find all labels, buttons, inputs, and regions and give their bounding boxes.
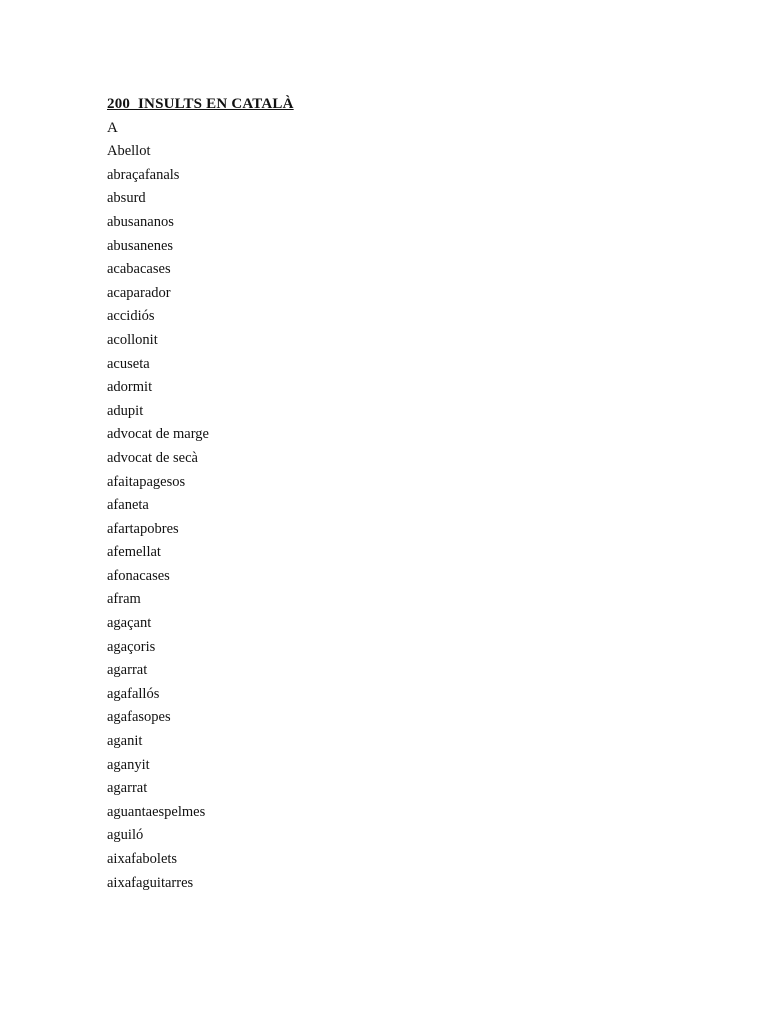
word-list-item: agaçant: [107, 615, 152, 632]
word-list-item: aganyit: [107, 756, 150, 773]
document-content: [107, 93, 707, 895]
section-letter-heading: A: [107, 119, 118, 136]
word-list-item: agarrat: [107, 780, 148, 797]
word-list-item: aganit: [107, 733, 143, 750]
word-list-item: absurd: [107, 190, 146, 207]
insult-word-list: [107, 140, 707, 895]
word-list-item: agafallós: [107, 685, 160, 702]
word-list-item: adupit: [107, 402, 144, 419]
word-list-item: abraçafanals: [107, 166, 180, 183]
word-list-item: agarrat: [107, 662, 148, 679]
word-list-item: afaneta: [107, 497, 149, 514]
word-list-item: afartapobres: [107, 520, 179, 537]
word-list-item: Abellot: [107, 143, 151, 160]
word-list-item: aguantaespelmes: [107, 803, 206, 820]
word-list-item: accidiós: [107, 308, 155, 325]
word-list-item: aixafaguitarres: [107, 874, 194, 891]
word-list-item: advocat de marge: [107, 426, 209, 443]
word-list-item: advocat de secà: [107, 449, 198, 466]
word-list-item: aixafabolets: [107, 851, 178, 867]
word-list-item: abusanenes: [107, 237, 174, 254]
word-list-item: acabacases: [107, 261, 171, 278]
word-list-item: acuseta: [107, 355, 150, 372]
word-list-item: abusananos: [107, 213, 174, 230]
word-list-item: afonacases: [107, 567, 170, 584]
word-list-item: adormit: [107, 379, 153, 396]
word-list-item: afram: [107, 591, 141, 608]
document-title: 200 INSULTS EN CATALÀ: [107, 96, 294, 112]
word-list-item: agafasopes: [107, 709, 171, 726]
word-list-item: aguiló: [107, 827, 144, 844]
word-list-item: acollonit: [107, 331, 158, 348]
word-list-item: afemellat: [107, 544, 161, 561]
word-list-item: afaitapagesos: [107, 473, 186, 490]
word-list-item: acaparador: [107, 284, 171, 301]
word-list-item: agaçoris: [107, 638, 156, 655]
